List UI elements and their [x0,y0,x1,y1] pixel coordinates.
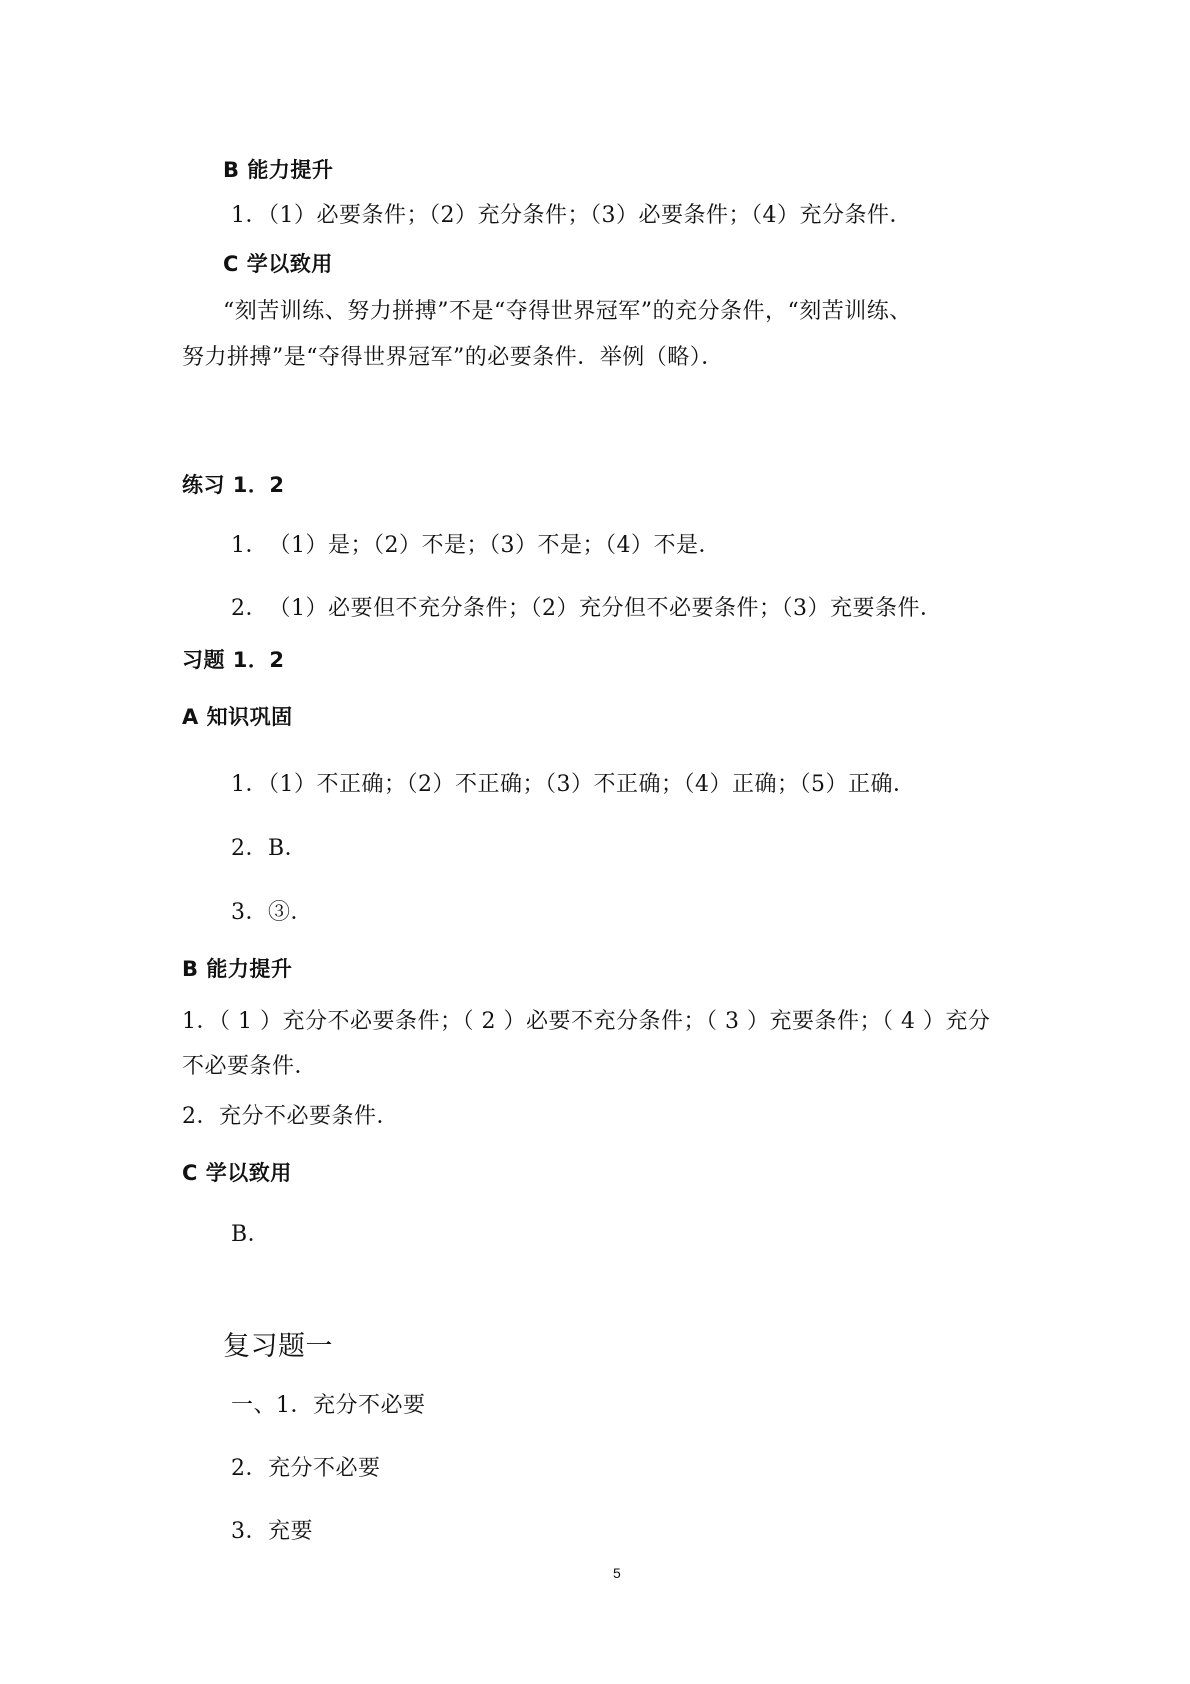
exercise-item-1: 1． （1）是；（2）不是；（3）不是；（4）不是． [231,533,721,558]
review-heading: 复习题一 [223,1331,333,1362]
problems-a-item-2: 2．B． [231,836,308,861]
problems-c-item-1: B． [231,1222,271,1247]
section-b1-item-1: 1．（1）必要条件；（2）充分条件；（3）必要条件；（4）充分条件． [231,203,912,228]
review-item-2: 2．充分不必要 [231,1456,381,1481]
review-item-3: 3．充要 [231,1519,313,1544]
problems-a-item-3: 3．③． [231,900,313,925]
section-c1-paragraph-line-1: “刻苦训练、努力拼搏”不是“夺得世界冠军”的充分条件，“刻苦训练、 [223,299,912,324]
problems-b-item-1-line-1: 1．（ 1 ）充分不必要条件；（ 2 ）必要不充分条件；（ 3 ）充要条件；（ 4 ）充分 [182,1009,991,1034]
problems-a-heading: A 知识巩固 [182,705,293,729]
section-b1-heading: B 能力提升 [223,158,334,182]
problems-b-item-1-line-2: 不必要条件． [182,1054,318,1079]
exercise-heading: 练习 1．2 [182,473,285,497]
problems-c-heading: C 学以致用 [182,1161,292,1185]
problems-heading: 习题 1．2 [182,648,285,672]
section-c1-heading: C 学以致用 [223,252,333,276]
section-c1-paragraph-line-2: 努力拼搏”是“夺得世界冠军”的必要条件．举例（略）． [182,345,724,370]
page-number: 5 [613,1565,621,1581]
problems-b-heading: B 能力提升 [182,957,293,981]
problems-a-item-1: 1．（1）不正确；（2）不正确；（3）不正确；（4）正确；（5）正确． [231,772,916,797]
problems-b-item-2: 2．充分不必要条件． [182,1104,399,1129]
review-item-1: 一、1．充分不必要 [231,1393,426,1418]
exercise-item-2: 2． （1）必要但不充分条件；（2）充分但不必要条件；（3）充要条件． [231,596,943,621]
